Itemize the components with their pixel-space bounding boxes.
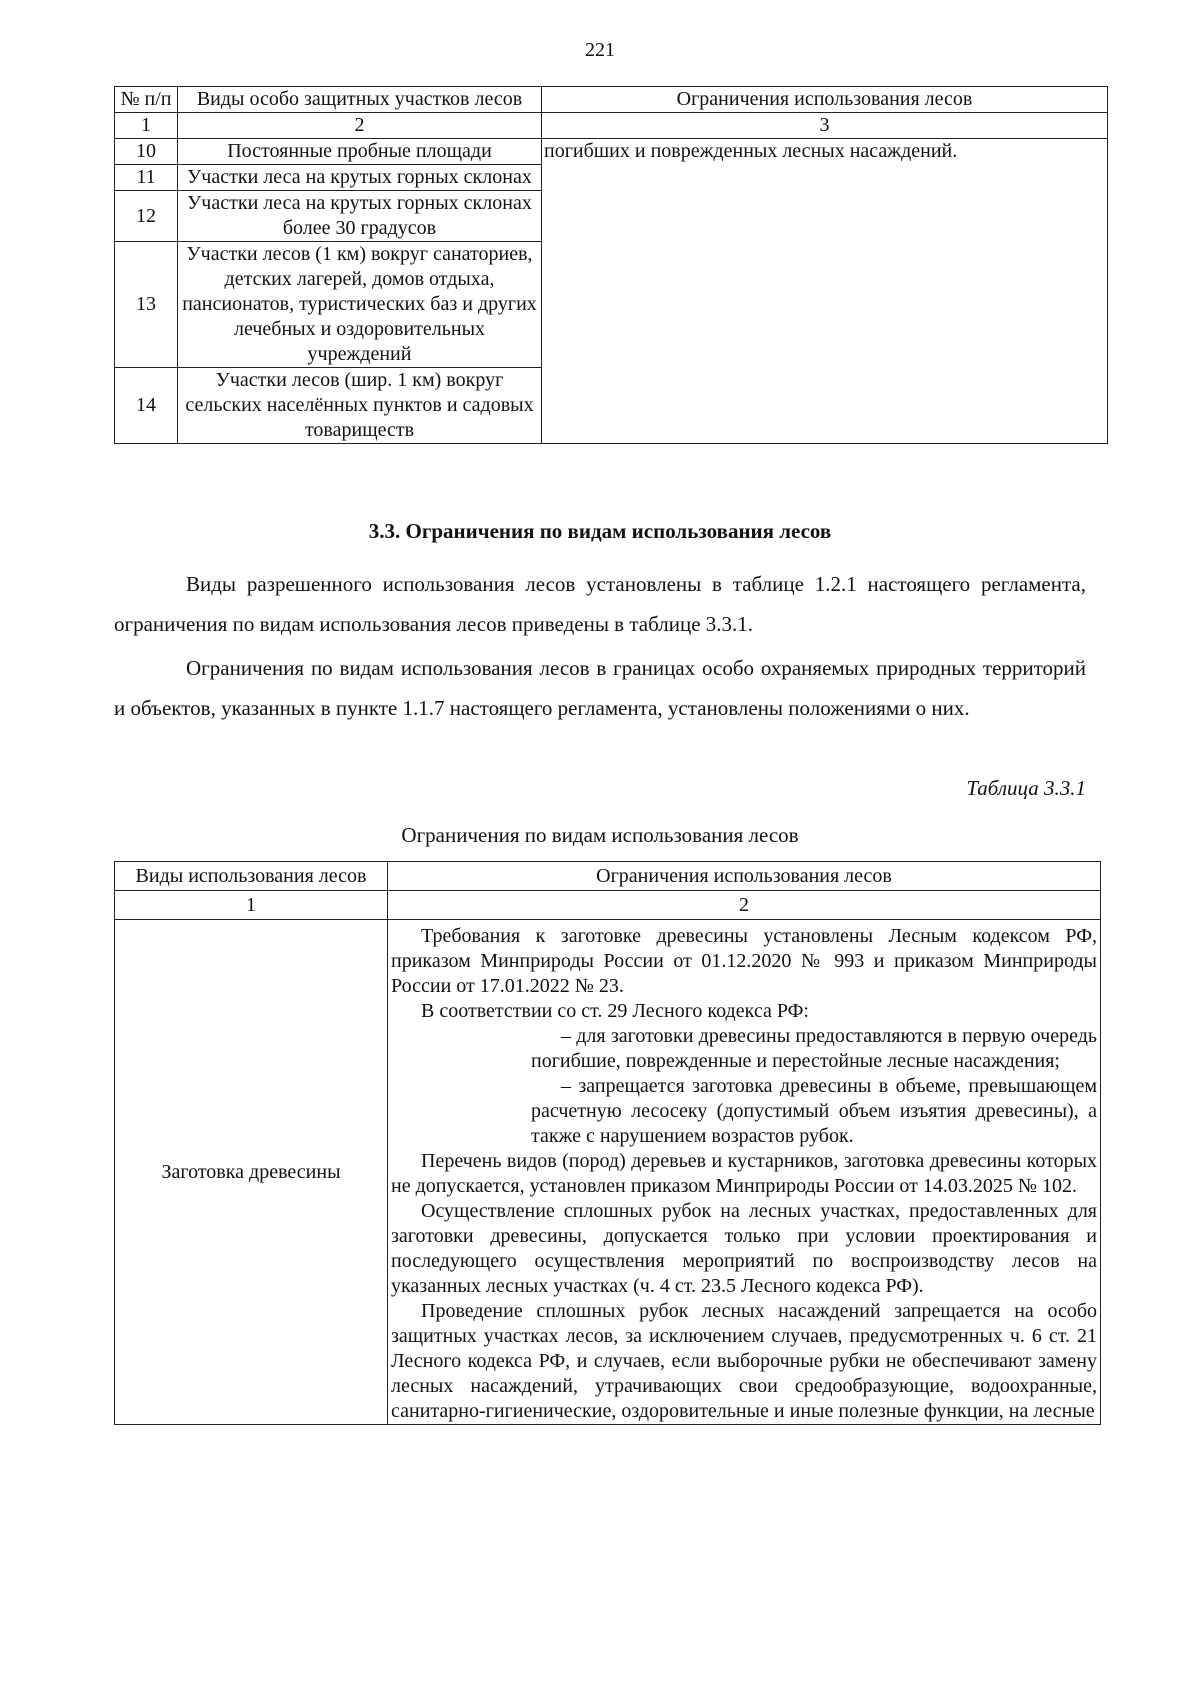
table-label: Таблица 3.3.1 bbox=[966, 776, 1086, 800]
area-type: Постоянные пробные площади bbox=[178, 139, 542, 165]
table-row bbox=[115, 920, 1101, 1425]
header-usage-type: Виды использования лесов bbox=[115, 862, 388, 891]
area-type: Участки лесов (шир. 1 км) вокруг сельских населённых пунктов и садовых товариществ bbox=[178, 368, 542, 444]
restriction-list-item: – запрещается заготовка древесины в объеме, превышающем расчетную лесосеку (допустимый объем изъятия древесины), а также с нарушением возрастов рубок. bbox=[531, 1075, 1097, 1147]
column-number-row bbox=[115, 891, 1101, 920]
area-type: Участки леса на крутых горных склонах bbox=[178, 165, 542, 191]
paragraph: Виды разрешенного использования лесов установлены в таблице 1.2.1 настоящего регламента, ограничения по видам использования лесов приведены в таблице 3.3.1. bbox=[114, 572, 1086, 636]
row-number: 13 bbox=[115, 242, 178, 368]
table-row bbox=[115, 139, 1108, 165]
column-number: 1 bbox=[115, 113, 178, 139]
restriction-paragraph: В соответствии со ст. 29 Лесного кодекса РФ: bbox=[421, 1000, 809, 1022]
usage-restrictions-table bbox=[114, 861, 1101, 1425]
row-number: 11 bbox=[115, 165, 178, 191]
restriction-paragraph: Осуществление сплошных рубок на лесных участках, предоставленных для заготовки древесины, допускается только при условии проектирования и последующего осуществления мероприятий по воспроизводству лесов на указанных лесных участках (ч. 4 ст. 23.5 Лесного кодекса РФ). bbox=[391, 1200, 1097, 1297]
page-number: 221 bbox=[585, 39, 615, 61]
restriction-list-item: – для заготовки древесины предоставляются в первую очередь погибшие, поврежденные и перестойные лесные насаждения; bbox=[531, 1025, 1097, 1072]
column-number-row bbox=[115, 113, 1108, 139]
column-number: 2 bbox=[178, 113, 542, 139]
protective-areas-table bbox=[114, 86, 1108, 444]
restriction-paragraph: Требования к заготовке древесины установлены Лесным кодексом РФ, приказом Минприроды России от 01.12.2020 № 993 и приказом Минприроды России от 17.01.2022 № 23. bbox=[391, 925, 1097, 997]
restriction-text: погибших и поврежденных лесных насаждений. bbox=[542, 139, 1108, 444]
activity-name: Заготовка древесины bbox=[115, 920, 388, 1425]
restrictions-content bbox=[388, 920, 1101, 1425]
restriction-paragraph: Перечень видов (пород) деревьев и кустарников, заготовка древесины которых не допускается, установлен приказом Минприроды России от 14.03.2025 № 102. bbox=[391, 1150, 1097, 1197]
row-number: 10 bbox=[115, 139, 178, 165]
table-header-row bbox=[115, 862, 1101, 891]
header-restrictions: Ограничения использования лесов bbox=[542, 87, 1108, 113]
section-heading: 3.3. Ограничения по видам использования лесов bbox=[368, 519, 832, 543]
table-header-row bbox=[115, 87, 1108, 113]
area-type: Участки леса на крутых горных склонах более 30 градусов bbox=[178, 191, 542, 242]
row-number: 14 bbox=[115, 368, 178, 444]
column-number: 1 bbox=[115, 891, 388, 920]
paragraph: Ограничения по видам использования лесов в границах особо охраняемых природных территорий и объектов, указанных в пункте 1.1.7 настоящего регламента, установлены положениями о них. bbox=[114, 656, 1086, 720]
header-area-type: Виды особо защитных участков лесов bbox=[178, 87, 542, 113]
header-restrictions: Ограничения использования лесов bbox=[388, 862, 1101, 891]
area-type: Участки лесов (1 км) вокруг санаториев, детских лагерей, домов отдыха, пансионатов, туристических баз и других лечебных и оздоровительных учреждений bbox=[178, 242, 542, 368]
header-number: № п/п bbox=[115, 87, 178, 113]
table-title: Ограничения по видам использования лесов bbox=[401, 823, 799, 847]
column-number: 2 bbox=[388, 891, 1101, 920]
restriction-paragraph: Проведение сплошных рубок лесных насаждений запрещается на особо защитных участках лесов, за исключением случаев, предусмотренных ч. 6 ст. 21 Лесного кодекса РФ, и случаев, если выборочные рубки не обеспечивают замену лесных насаждений, утрачивающих свои средообразующие, водоохранные, санитарно-гигиенические, оздоровительные и иные полезные функции, на лесные bbox=[391, 1300, 1097, 1422]
column-number: 3 bbox=[542, 113, 1108, 139]
row-number: 12 bbox=[115, 191, 178, 242]
